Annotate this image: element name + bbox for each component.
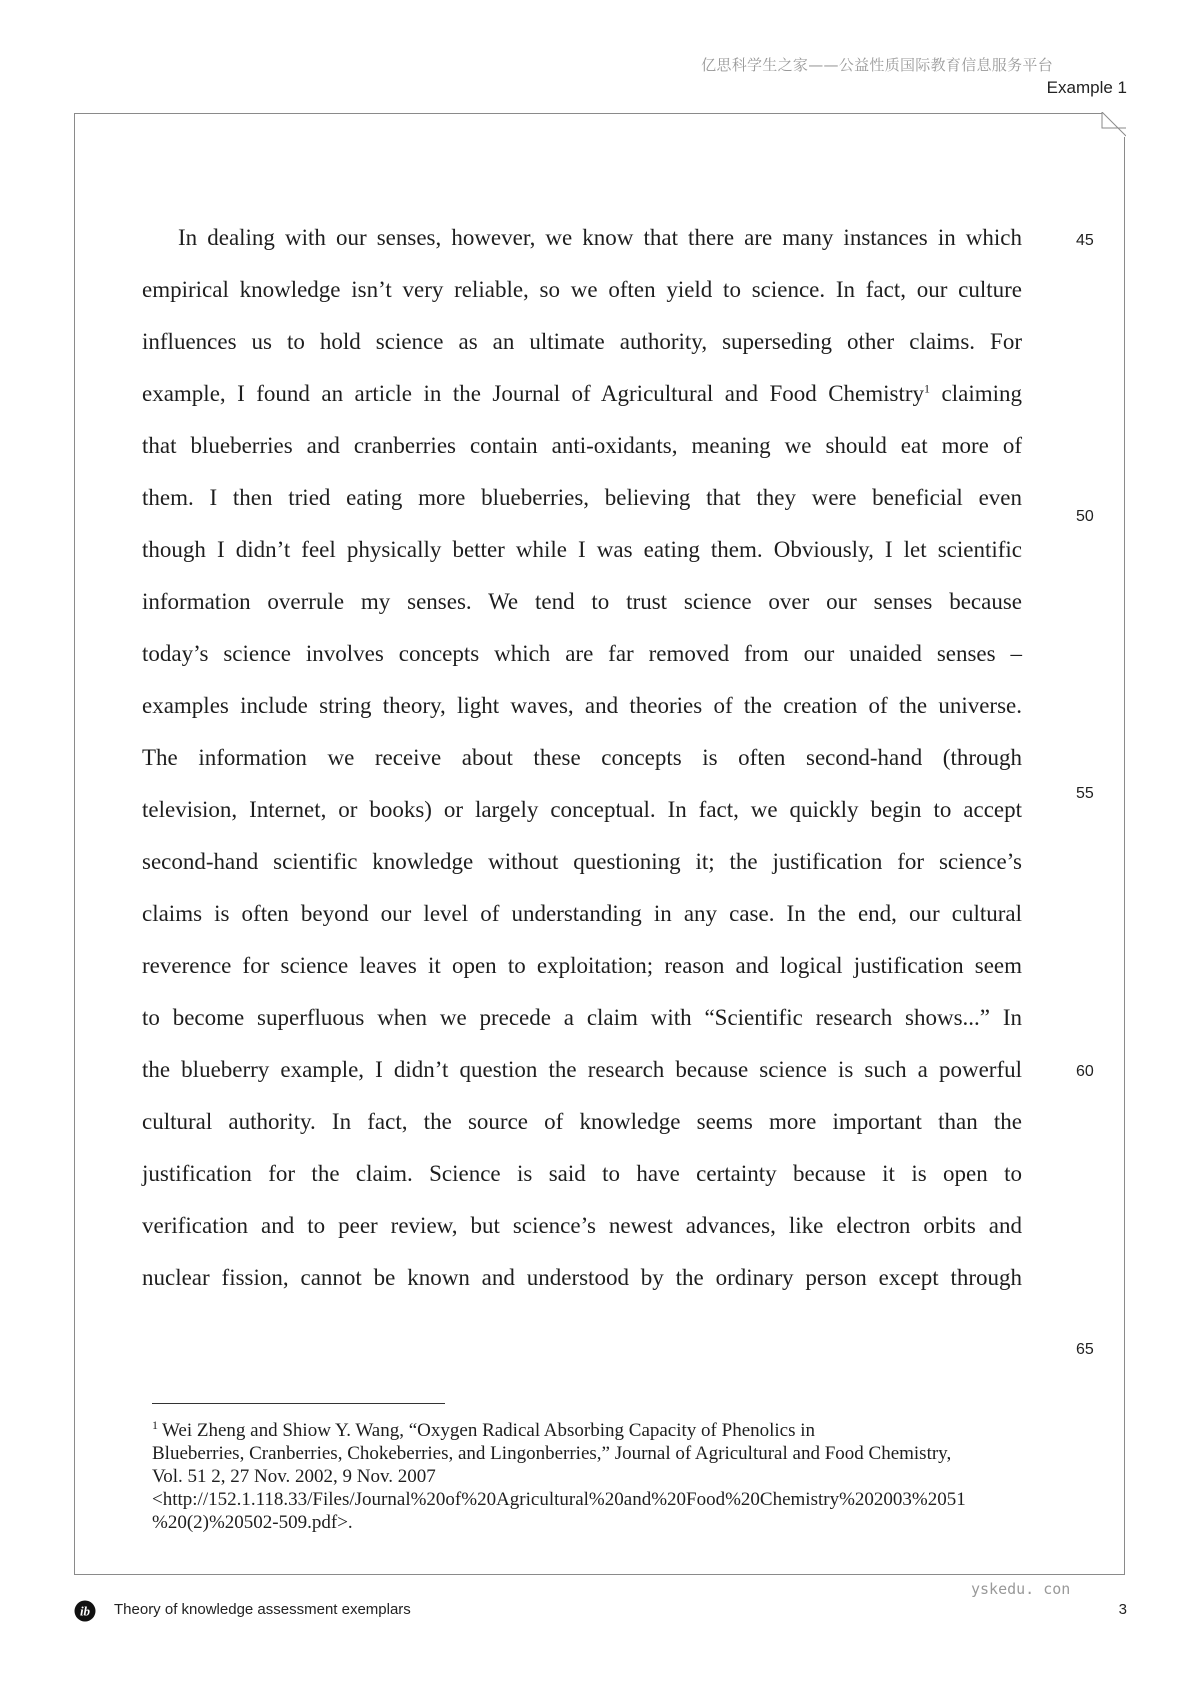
essay-line-tail: claiming: [930, 381, 1022, 406]
essay-line: claims is often beyond our level of understanding in any case. In the end, our cultural: [142, 901, 1022, 926]
site-banner-text: 亿思科学生之家——公益性质国际教育信息服务平台: [701, 56, 1053, 74]
section-label: Example 1: [1046, 78, 1127, 97]
essay-line: justification for the claim. Science is said to have certainty because it is open to: [142, 1161, 1022, 1186]
footnote: [152, 1414, 1032, 1534]
essay-line: them. I then tried eating more blueberries, believing that they were beneficial even: [142, 485, 1022, 510]
line-number: 60: [1076, 1063, 1094, 1080]
essay-line: In dealing with our senses, however, we know that there are many instances in which: [178, 225, 1022, 250]
essay-line: influences us to hold science as an ultimate authority, superseding other claims. For: [142, 329, 1022, 354]
page-number: 3: [1118, 1601, 1127, 1618]
essay-line: television, Internet, or books) or largely conceptual. In fact, we quickly begin to accept: [142, 797, 1022, 822]
line-number: 45: [1076, 232, 1094, 249]
essay-line: that blueberries and cranberries contain anti-oxidants, meaning we should eat more of: [142, 433, 1022, 458]
footnote-line: Blueberries, Cranberries, Chokeberries, and Lingonberries,” Journal of Agricultural and Food Chemistry,: [152, 1443, 952, 1464]
essay-line: The information we receive about these concepts is often second-hand (through: [142, 745, 1022, 770]
essay-line: verification and to peer review, but science’s newest advances, like electron orbits and: [142, 1213, 1022, 1238]
essay-line: cultural authority. In fact, the source of knowledge seems more important than the: [142, 1109, 1022, 1134]
page-frame-top-edge: [74, 113, 1102, 114]
footnote-separator: [152, 1403, 445, 1404]
folded-corner-icon: [1100, 112, 1126, 138]
essay-line: nuclear fission, cannot be known and understood by the ordinary person except through: [142, 1265, 1022, 1290]
essay-line: empirical knowledge isn’t very reliable, so we often yield to science. In fact, our culture: [142, 277, 1022, 302]
line-number: 65: [1076, 1341, 1094, 1358]
footer-title: Theory of knowledge assessment exemplars: [114, 1601, 411, 1618]
footnote-line: Vol. 51 2, 27 Nov. 2002, 9 Nov. 2007: [152, 1466, 436, 1487]
essay-line: examples include string theory, light waves, and theories of the creation of the universe.: [142, 693, 1022, 718]
footnote-url-line: <http://152.1.118.33/Files/Journal%20of%20Agricultural%20and%20Food%20Chemistry%202003%2051: [152, 1489, 966, 1510]
ib-logo-icon: [74, 1600, 96, 1622]
line-number: 55: [1076, 785, 1094, 802]
essay-line: the blueberry example, I didn’t question the research because science is such a powerful: [142, 1057, 1022, 1082]
ib-logo-text: ib: [79, 1603, 91, 1619]
essay-line: information overrule my senses. We tend to trust science over our senses because: [142, 589, 1022, 614]
watermark-text: yskedu. con: [971, 1580, 1071, 1598]
essay-line-text: example, I found an article in the Journal of Agricultural and Food Chemistry: [142, 381, 925, 406]
footnote-url-line: %20(2)%20502-509.pdf>.: [152, 1512, 353, 1533]
footnote-line: [152, 1414, 1032, 1442]
essay-line: today’s science involves concepts which are far removed from our unaided senses –: [142, 641, 1022, 666]
essay-line: second-hand scientific knowledge without questioning it; the justification for science’s: [142, 849, 1022, 874]
essay-line: to become superfluous when we precede a claim with “Scientific research shows...” In: [142, 1005, 1022, 1030]
essay-line: [142, 380, 1022, 408]
footnote-reference: 1: [924, 381, 931, 396]
line-number: 50: [1076, 508, 1094, 525]
essay-line: though I didn’t feel physically better while I was eating them. Obviously, I let scientific: [142, 537, 1022, 562]
essay-line: reverence for science leaves it open to exploitation; reason and logical justification seem: [142, 953, 1022, 978]
page-frame-right-edge: [1124, 137, 1125, 1575]
footnote-line-text: Wei Zheng and Shiow Y. Wang, “Oxygen Radical Absorbing Capacity of Phenolics in: [162, 1420, 816, 1441]
footnote-marker: 1: [152, 1418, 158, 1432]
